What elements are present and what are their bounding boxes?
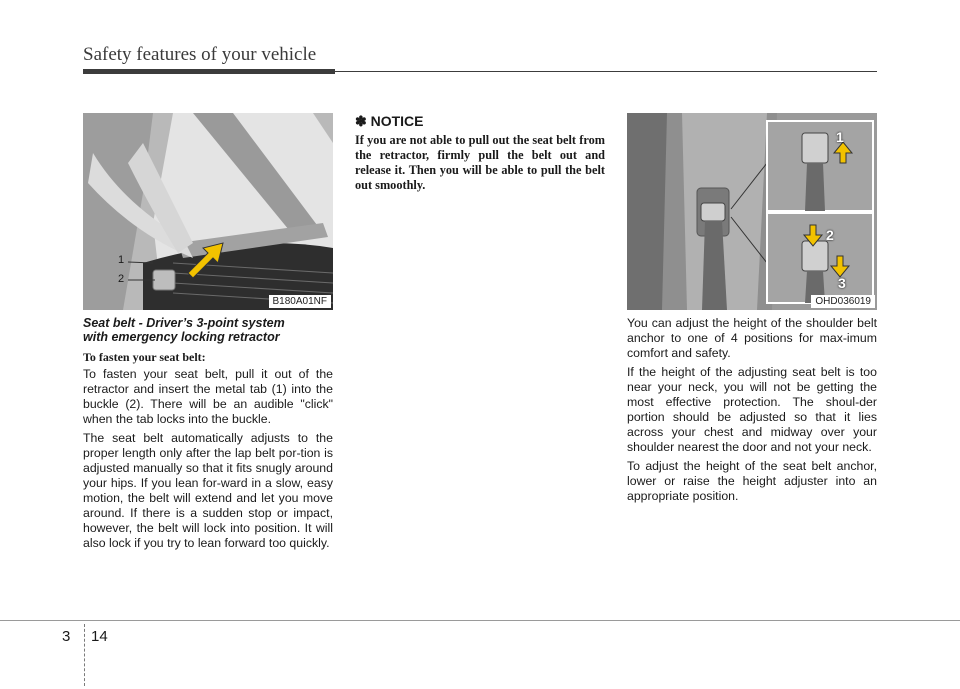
body-paragraph: If the height of the adjusting seat belt is too near your neck, you will not be getting the most effective protection. The shoul-der portion should be adjusted so that it lies across your chest and midway over your shoulder nearest the door and not your neck.	[627, 365, 877, 454]
figure-caption: Seat belt - Driver’s 3-point system with emergency locking retractor	[83, 316, 285, 344]
chapter-number: 3	[62, 628, 71, 645]
body-paragraph: To fasten your seat belt, pull it out of the retractor and insert the metal tab (1) into the buckle (2). There will be an audible "click" when the tab locks into the buckle.	[83, 367, 333, 426]
footer-rule	[0, 620, 960, 621]
fig-label-lower: 3	[838, 275, 846, 291]
body-paragraph: To adjust the height of the seat belt anchor, lower or raise the height adjuster into an appropriate position.	[627, 459, 877, 503]
fig-label-tab: 1	[118, 254, 125, 266]
seat-belt-fasten-figure	[83, 113, 333, 310]
body-paragraph: The seat belt automatically adjusts to the proper length only after the lap belt por-tion is adjusted manually so that it fits snugly around your hips. If you lean for-ward in a slow, easy motion, the belt will extend and let you move around. If there is a sudden stop or impact, however, the belt will lock into position. It will also lock if you try to lean forward too quickly.	[83, 431, 333, 550]
header-rule-thick	[83, 69, 335, 74]
header-rule-thin	[335, 71, 877, 72]
right-column	[627, 316, 877, 508]
figure-code: B180A01NF	[269, 295, 331, 308]
notice-box	[355, 114, 605, 193]
section-subheading: To fasten your seat belt:	[83, 350, 206, 364]
notice-title: ✽ NOTICE	[355, 113, 424, 129]
left-column	[83, 316, 333, 555]
page-header-title: Safety features of your vehicle	[83, 44, 317, 65]
footer-divider	[84, 624, 85, 686]
body-paragraph: You can adjust the height of the shoulder belt anchor to one of 4 positions for max-imum comfort and safety.	[627, 316, 877, 360]
figure-code: OHD036019	[811, 295, 875, 308]
fig-label-raise: 1	[836, 129, 844, 145]
page-number: 14	[91, 628, 108, 645]
height-adjuster-figure	[627, 113, 877, 310]
notice-body: If you are not able to pull out the seat belt from the retractor, firmly pull the belt out and release it. Then you will be able to pull the belt out smoothly.	[355, 133, 605, 192]
fig-label-press: 2	[826, 227, 834, 243]
fig-label-buckle: 2	[118, 273, 125, 285]
